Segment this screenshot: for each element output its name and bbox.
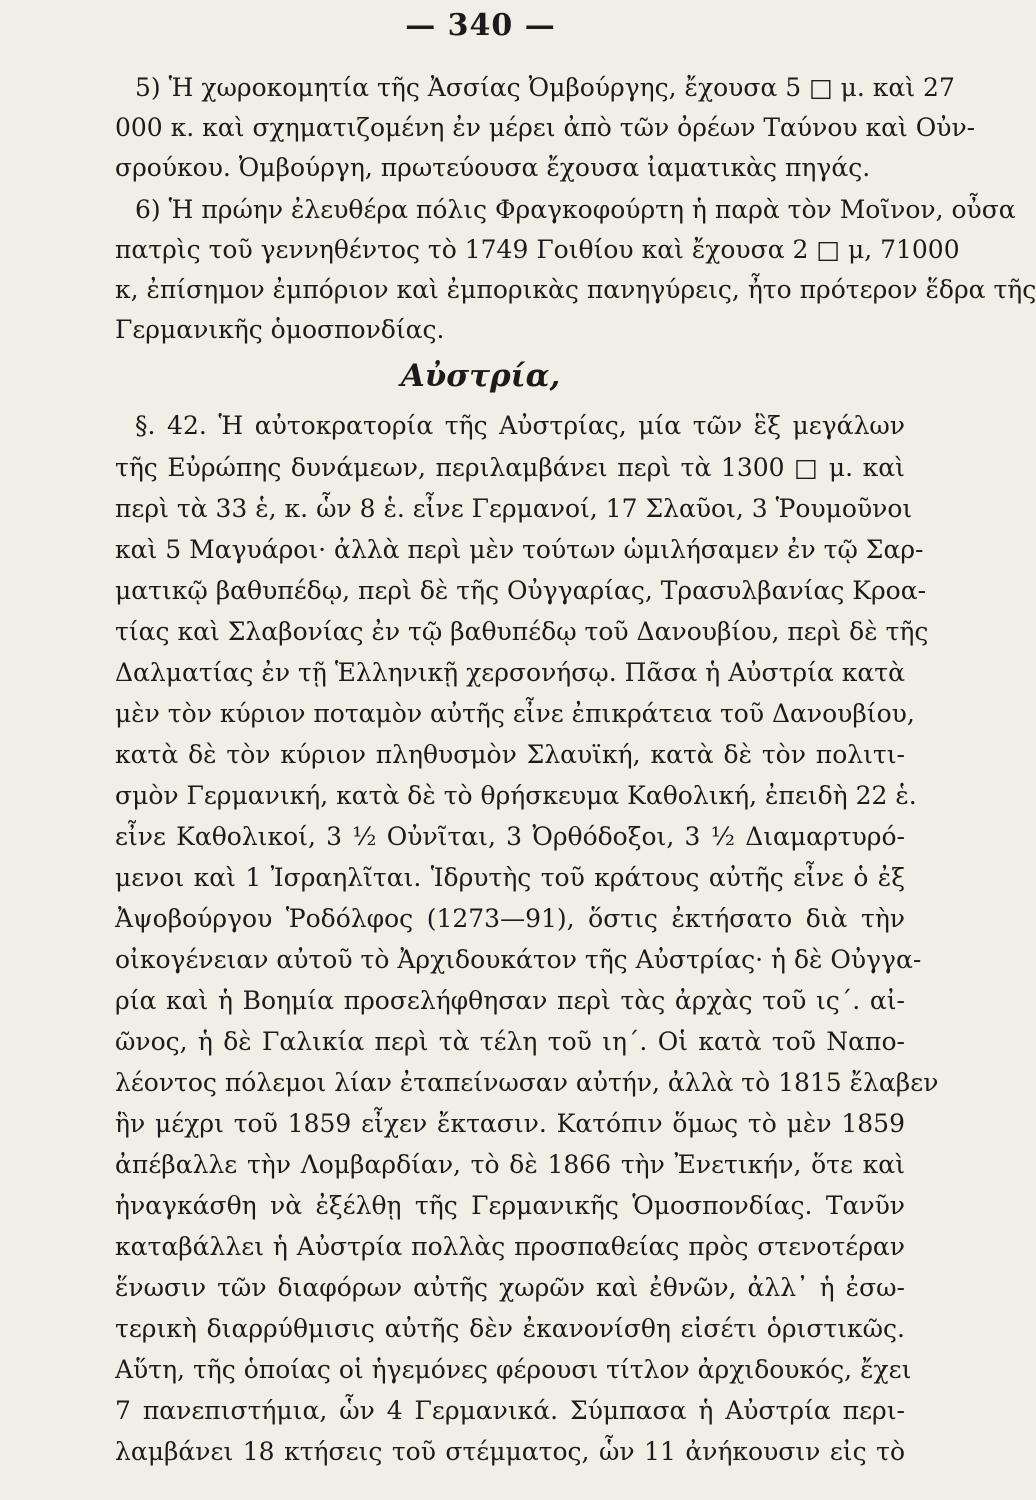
text-line: περὶ τὰ 33 ἑ, κ. ὧν 8 ἑ. εἶνε Γερμανοί, 17 Σλαῦοι, 3 Ῥουμοῦνοι bbox=[115, 494, 913, 523]
text-line: οἰκογένειαν αὐτοῦ τὸ Ἀρχιδουκάτον τῆς Αὐστρίας· ἡ δὲ Οὐγγα- bbox=[115, 945, 922, 974]
text-line: ἠναγκάσθη νὰ ἐξέλθῃ τῆς Γερμανικῆς Ὁμοσπονδίας. Τανῦν bbox=[115, 1191, 905, 1220]
page-number-header: — 340 — bbox=[405, 8, 556, 43]
text-line: λέοντος πόλεμοι λίαν ἐταπείνωσαν αὐτήν, ἀλλὰ τὸ 1815 ἔλαβεν bbox=[115, 1068, 939, 1097]
text-line: καταβάλλει ἡ Αὐστρία πολλὰς προσπαθείας πρὸς στενοτέραν bbox=[115, 1232, 905, 1261]
text-line: ματικῷ βαθυπέδῳ, περὶ δὲ τῆς Οὐγγαρίας, Τρασυλβανίας Κροα- bbox=[115, 576, 927, 605]
text-line: 000 κ. καὶ σχηματιζομένη ἐν μέρει ἀπὸ τῶν ὀρέων Ταύνου καὶ Οὐν- bbox=[115, 113, 976, 142]
text-line: τερικὴ διαρρύθμισις αὐτῆς δὲν ἐκανονίσθη εἰσέτι ὁριστικῶς. bbox=[115, 1314, 905, 1343]
text-line: εἶνε Καθολικοί, 3 ½ Οὐνῖται, 3 Ὀρθόδοξοι, 3 ½ Διαμαρτυρό- bbox=[115, 822, 905, 851]
text-line: Αὕτη, τῆς ὁποίας οἱ ἡγεμόνες φέρουσι τίτλον ἀρχιδουκός, ἔχει bbox=[115, 1355, 912, 1384]
text-line: Δαλματίας ἐν τῇ Ἑλληνικῇ χερσονήσῳ. Πᾶσα ἡ Αὐστρία κατὰ bbox=[115, 658, 905, 687]
text-line: σμὸν Γερμανική, κατὰ δὲ τὸ θρήσκευμα Καθολική, ἐπειδὴ 22 ἑ. bbox=[115, 781, 917, 810]
text-line: μενοι καὶ 1 Ἰσραηλῖται. Ἱδρυτὴς τοῦ κράτους αὐτῆς εἶνε ὁ ἐξ bbox=[115, 863, 905, 892]
text-line: ρία καὶ ἡ Βοημία προσελήφθησαν περὶ τὰς ἀρχὰς τοῦ ις΄. αἰ- bbox=[115, 986, 905, 1015]
text-line: ἣν μέχρι τοῦ 1859 εἶχεν ἔκτασιν. Κατόπιν ὅμως τὸ μὲν 1859 bbox=[115, 1109, 905, 1138]
text-line: ἕνωσιν τῶν διαφόρων αὐτῆς χωρῶν καὶ ἐθνῶν, ἀλλ᾽ ἡ ἐσω- bbox=[115, 1273, 905, 1302]
text-line: καὶ 5 Μαγυάροι· ἀλλὰ περὶ μὲν τούτων ὡμιλήσαμεν ἐν τῷ Σαρ- bbox=[115, 535, 924, 564]
text-line: τῆς Εὐρώπης δυνάμεων, περιλαμβάνει περὶ τὰ 1300 □ μ. καὶ bbox=[115, 453, 905, 482]
text-line: λαμβάνει 18 κτήσεις τοῦ στέμματος, ὧν 11 ἀνήκουσιν εἰς τὸ bbox=[115, 1437, 905, 1466]
text-line: Ἀψοβούργου Ῥοδόλφος (1273—91), ὅστις ἐκτήσατο διὰ τὴν bbox=[115, 904, 905, 933]
text-line: πατρὶς τοῦ γεννηθέντος τὸ 1749 Γοιθίου καὶ ἔχουσα 2 □ μ, 71000 bbox=[115, 235, 960, 264]
text-line: μὲν τὸν κύριον ποταμὸν αὐτῆς εἶνε ἐπικράτεια τοῦ Δανουβίου, bbox=[115, 699, 915, 728]
section-heading: Αὐστρία, bbox=[400, 358, 561, 394]
text-line: τίας καὶ Σλαβονίας ἐν τῷ βαθυπέδῳ τοῦ Δανουβίου, περὶ δὲ τῆς bbox=[115, 617, 929, 646]
text-line: 5) Ἡ χωροκομητία τῆς Ἀσσίας Ὀμβούργης, ἔχουσα 5 □ μ. καὶ 27 bbox=[135, 73, 955, 102]
text-line: σρούκου. Ὀμβούργη, πρωτεύουσα ἔχουσα ἰαματικὰς πηγάς. bbox=[115, 153, 871, 182]
text-line: Γερμανικῆς ὁμοσπονδίας. bbox=[115, 315, 445, 344]
text-line: ἀπέβαλλε τὴν Λομβαρδίαν, τὸ δὲ 1866 τὴν Ἐνετικήν, ὅτε καὶ bbox=[115, 1150, 905, 1179]
text-line: ῶνος, ἡ δὲ Γαλικία περὶ τὰ τέλη τοῦ ιη΄. Οἱ κατὰ τοῦ Ναπο- bbox=[115, 1027, 905, 1056]
text-line: 6) Ἡ πρώην ἐλευθέρα πόλις Φραγκοφούρτη ἡ παρὰ τὸν Μοῖνον, οὖσα bbox=[135, 195, 1016, 224]
text-line: §. 42. Ἡ αὐτοκρατορία τῆς Αὐστρίας, μία τῶν ἓξ μεγάλων bbox=[135, 411, 905, 440]
text-line: κ, ἐπίσημον ἐμπόριον καὶ ἐμπορικὰς πανηγύρεις, ἦτο πρότερον ἕδρα τῆς bbox=[115, 275, 1036, 304]
text-line: 7 πανεπιστήμια, ὧν 4 Γερμανικά. Σύμπασα ἡ Αὐστρία περι- bbox=[115, 1396, 905, 1425]
text-line: κατὰ δὲ τὸν κύριον πληθυσμὸν Σλαυϊκή, κατὰ δὲ τὸν πολιτι- bbox=[115, 740, 905, 769]
